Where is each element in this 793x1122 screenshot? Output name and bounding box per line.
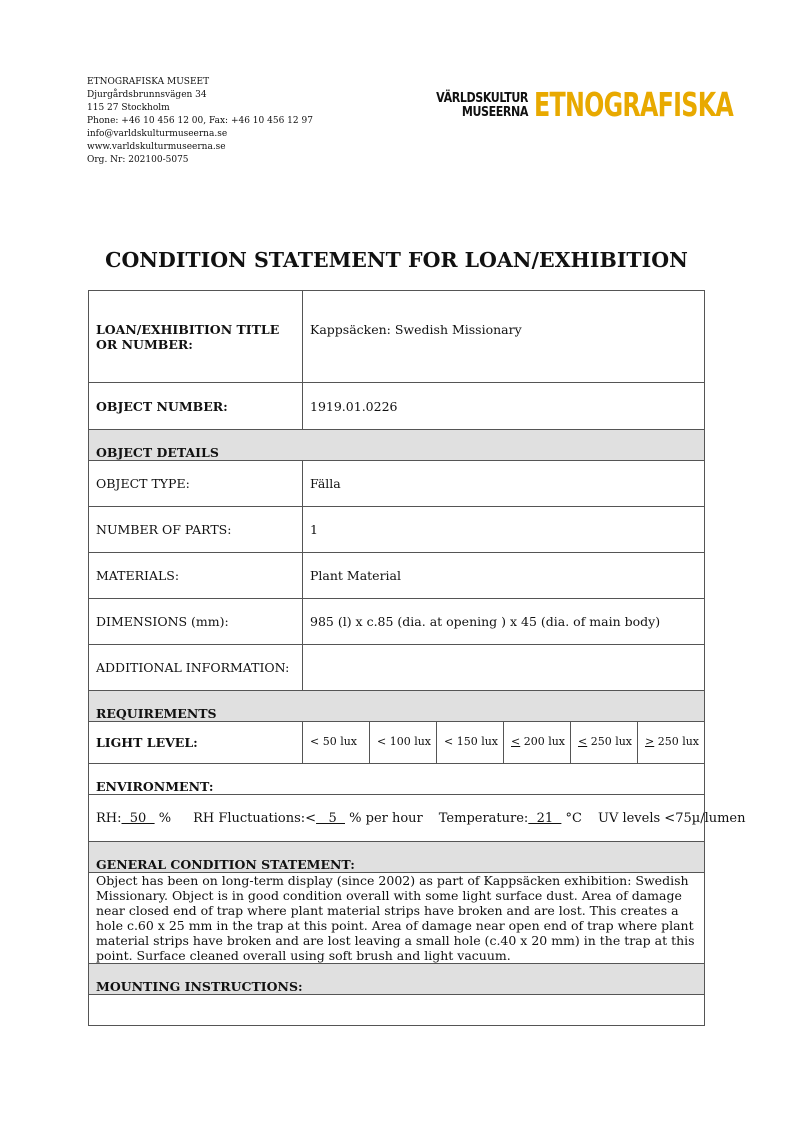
rh-value: 50 [121,810,155,826]
museum-logo [416,85,793,125]
general-condition-row [89,872,704,963]
light-prefix: < [310,735,320,748]
environment-header: ENVIRONMENT: [89,763,704,794]
rh-fluctuations-value: 5 [316,810,345,826]
dimensions-value: 985 (l) x c.85 (dia. at opening ) x 45 (dia. of main body) [310,614,661,629]
logo-wordmark-brand: ETNOGRAFISKA [534,85,734,124]
object-type-label: OBJECT TYPE: [89,461,303,506]
light-prefix: < [578,735,588,748]
mounting-instructions-value [89,995,103,1025]
rh-unit: % [154,810,172,826]
materials-row [89,552,704,598]
light-text: 250 lux [587,735,633,748]
rh-fluctuations-unit: % per hour [345,810,423,826]
rh-fluctuations-label: RH Fluctuations:< [193,810,317,826]
mounting-instructions-row [89,994,704,1025]
loan-title-label: LOAN/EXHIBITION TITLE OR NUMBER: [89,291,303,382]
temperature-label: Temperature: [438,810,529,826]
page-title: CONDITION STATEMENT FOR LOAN/EXHIBITION [105,248,688,272]
object-type-row [89,460,704,506]
light-option-100 [370,722,437,763]
light-option-250-ge [638,722,704,763]
general-condition-header: GENERAL CONDITION STATEMENT: [89,841,704,872]
light-text: 200 lux [520,735,566,748]
address-line: Org. Nr: 202100-5075 [87,155,189,165]
light-level-row [89,721,704,763]
dimensions-row [89,598,704,644]
light-option-150 [437,722,504,763]
environment-values-row [89,794,746,841]
parts-row [89,506,704,552]
light-prefix: < [377,735,387,748]
temperature-unit: °C [561,810,582,826]
uv-levels: UV levels <75µ/lumen [597,810,746,826]
object-type-value: Fälla [310,476,341,491]
light-prefix: < [511,735,521,748]
additional-info-row [89,644,704,690]
light-prefix: < [444,735,454,748]
light-level-options [303,722,704,763]
requirements-header: REQUIREMENTS [89,690,704,721]
materials-value: Plant Material [310,568,402,583]
parts-label: NUMBER OF PARTS: [89,507,303,552]
condition-form [88,290,746,1026]
logo-line-2: MUSEERNA [461,104,529,120]
light-text: 100 lux [386,735,432,748]
additional-info-value [303,645,704,690]
address-line: www.varldskulturmuseerna.se [87,142,226,152]
logo-wordmark-small [436,91,528,119]
address-line: Phone: +46 10 456 12 00, Fax: +46 10 456 12 97 [87,116,313,126]
loan-title-value: Kappsäcken: Swedish Missionary [310,322,522,337]
light-option-200 [504,722,571,763]
address-line: Djurgårdsbrunnsvägen 34 [87,90,207,100]
object-number-label: OBJECT NUMBER: [89,383,303,429]
address-line: info@varldskulturmuseerna.se [87,129,228,139]
materials-label: MATERIALS: [89,553,303,598]
light-option-50 [303,722,370,763]
dimensions-label: DIMENSIONS (mm): [89,599,303,644]
light-prefix: > [645,735,655,748]
object-number-value: 1919.01.0226 [310,398,398,414]
mounting-instructions-header: MOUNTING INSTRUCTIONS: [89,963,704,994]
rh-label: RH: [96,810,122,826]
light-option-250-le [571,722,638,763]
loan-title-row [89,291,704,382]
additional-info-label: ADDITIONAL INFORMATION: [89,645,303,690]
light-level-label: LIGHT LEVEL: [89,722,303,763]
light-text: 150 lux [453,735,499,748]
object-number-row [89,382,704,429]
museum-address-block [87,76,313,167]
parts-value: 1 [310,522,318,537]
light-text: 250 lux [654,735,700,748]
logo-line-1: VÄRLDSKULTUR [436,90,529,106]
general-condition-text: Object has been on long-term display (since 2002) as part of Kappsäcken exhibition: Swedish Missionary. Object is in good condition overall with some light surface dust. Area of damage near closed end of trap where plant material strips have broken and are lost. This creates a hole c.60 x 25 mm in the trap at this point. Area of damage near open end of trap where plant material strips have broken and are lost leaving a small hole (c.40 x 20 mm) in the trap at this point. Surface cleaned overall using soft brush and light vacuum. [96,873,695,963]
address-line: ETNOGRAFISKA MUSEET [87,77,210,87]
light-text: 50 lux [319,735,358,748]
temperature-value: 21 [528,810,562,826]
object-details-header: OBJECT DETAILS [89,429,704,460]
address-line: 115 27 Stockholm [87,103,170,113]
